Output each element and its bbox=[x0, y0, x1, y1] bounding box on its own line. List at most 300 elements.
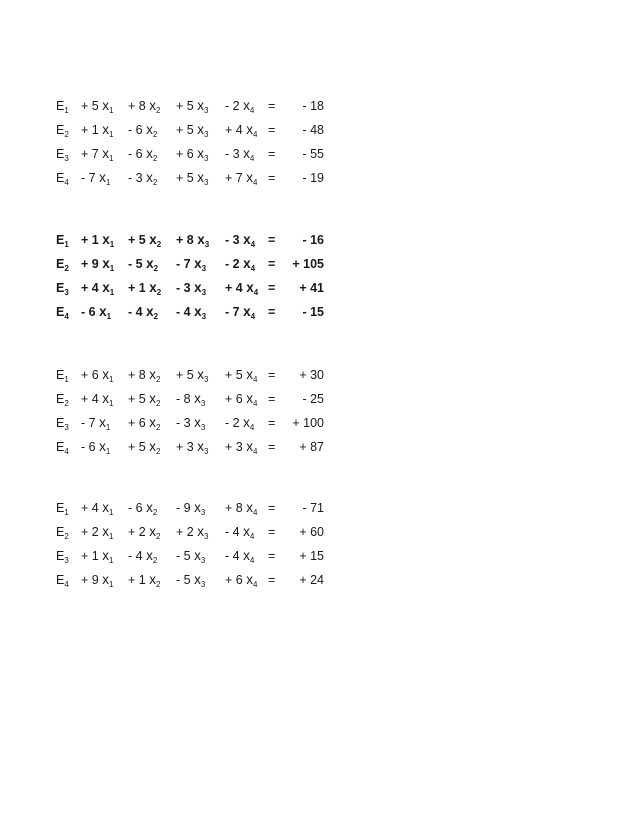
variable-letter: x bbox=[243, 232, 251, 247]
equals-sign: = bbox=[268, 99, 276, 113]
coefficient: + 5 bbox=[128, 392, 146, 406]
variable-index: 4 bbox=[252, 130, 258, 139]
equation-row bbox=[0, 365, 638, 385]
label-letter: E bbox=[56, 549, 65, 563]
variable-index: 2 bbox=[153, 312, 159, 321]
variable-letter: x bbox=[146, 146, 153, 161]
variable-letter: x bbox=[243, 146, 250, 161]
variable bbox=[99, 170, 110, 185]
variable-index: 3 bbox=[200, 580, 206, 589]
label-index: 4 bbox=[64, 312, 69, 321]
equation-term bbox=[81, 120, 113, 140]
variable-index: 3 bbox=[200, 508, 206, 517]
right-hand-side: - 18 bbox=[302, 99, 324, 113]
equation-term bbox=[225, 389, 257, 409]
variable-index: 3 bbox=[203, 154, 209, 163]
variable bbox=[149, 524, 160, 539]
coefficient: + 5 bbox=[81, 99, 99, 113]
equals-sign: = bbox=[268, 440, 276, 454]
coefficient: - 3 bbox=[225, 147, 240, 161]
equation-label bbox=[56, 302, 69, 322]
variable bbox=[197, 232, 209, 247]
coefficient: - 2 bbox=[225, 416, 240, 430]
variable bbox=[149, 367, 160, 382]
coefficient: + 1 bbox=[81, 123, 99, 137]
variable bbox=[149, 98, 160, 113]
variable-letter: x bbox=[246, 280, 254, 295]
coefficient: + 5 bbox=[176, 123, 194, 137]
label-index: 4 bbox=[64, 580, 69, 589]
equation-row bbox=[0, 570, 638, 590]
equation-row bbox=[0, 278, 638, 298]
coefficient: - 2 bbox=[225, 257, 240, 271]
equation-term bbox=[176, 413, 205, 433]
variable bbox=[246, 367, 257, 382]
coefficient: - 6 bbox=[128, 501, 143, 515]
variable-index: 3 bbox=[200, 423, 206, 432]
equation-row bbox=[0, 168, 638, 188]
equals-sign: = bbox=[268, 281, 276, 295]
equation-term bbox=[225, 96, 254, 116]
equation-term bbox=[176, 254, 206, 274]
equation-term bbox=[128, 144, 157, 164]
equation-row bbox=[0, 254, 638, 274]
variable-letter: x bbox=[246, 122, 253, 137]
variable-index: 4 bbox=[250, 264, 256, 273]
equation-term bbox=[128, 168, 157, 188]
variable-index: 2 bbox=[155, 399, 161, 408]
variable-index: 4 bbox=[249, 532, 255, 541]
equation-label bbox=[56, 570, 69, 590]
variable-index: 4 bbox=[252, 580, 258, 589]
variable-letter: x bbox=[246, 170, 253, 185]
equation-term bbox=[225, 230, 255, 250]
variable bbox=[246, 170, 257, 185]
variable-index: 3 bbox=[203, 375, 209, 384]
coefficient: - 5 bbox=[128, 257, 143, 271]
variable bbox=[102, 524, 113, 539]
variable-index: 2 bbox=[153, 264, 159, 273]
variable bbox=[243, 98, 254, 113]
variable-index: 2 bbox=[152, 154, 158, 163]
variable-index: 4 bbox=[253, 288, 259, 297]
variable bbox=[194, 415, 205, 430]
equation-term bbox=[128, 389, 160, 409]
variable bbox=[243, 304, 255, 319]
equation-label bbox=[56, 120, 69, 140]
variable-letter: x bbox=[146, 122, 153, 137]
coefficient: + 3 bbox=[225, 440, 243, 454]
coefficient: + 4 bbox=[81, 281, 99, 295]
coefficient: + 6 bbox=[81, 368, 99, 382]
right-hand-side: + 60 bbox=[299, 525, 324, 539]
equals-sign: = bbox=[268, 305, 276, 319]
label-letter: E bbox=[56, 147, 65, 161]
coefficient: + 8 bbox=[225, 501, 243, 515]
variable-letter: x bbox=[99, 415, 106, 430]
equals-sign: = bbox=[268, 368, 276, 382]
equation-term bbox=[225, 302, 255, 322]
coefficient: - 6 bbox=[81, 305, 96, 319]
equation-term bbox=[81, 570, 113, 590]
variable-index: 4 bbox=[250, 312, 256, 321]
label-index: 4 bbox=[64, 178, 69, 187]
variable-index: 1 bbox=[108, 154, 114, 163]
coefficient: + 5 bbox=[176, 99, 194, 113]
variable-letter: x bbox=[197, 232, 205, 247]
equation-term bbox=[81, 498, 113, 518]
variable-index: 4 bbox=[252, 447, 258, 456]
equation-term bbox=[225, 254, 255, 274]
variable bbox=[243, 146, 254, 161]
coefficient: + 5 bbox=[128, 440, 146, 454]
variable bbox=[146, 146, 157, 161]
variable-letter: x bbox=[194, 415, 201, 430]
equation-term bbox=[81, 302, 111, 322]
equation-row bbox=[0, 96, 638, 116]
coefficient: + 2 bbox=[128, 525, 146, 539]
variable bbox=[243, 524, 254, 539]
variable-index: 2 bbox=[156, 288, 162, 297]
coefficient: - 4 bbox=[225, 549, 240, 563]
coefficient: + 2 bbox=[81, 525, 99, 539]
variable-letter: x bbox=[243, 548, 250, 563]
variable bbox=[194, 572, 205, 587]
variable-index: 1 bbox=[108, 556, 114, 565]
right-hand-side: + 100 bbox=[292, 416, 324, 430]
equation-term bbox=[128, 230, 161, 250]
variable bbox=[102, 232, 114, 247]
variable bbox=[146, 170, 157, 185]
equation-term bbox=[81, 522, 113, 542]
variable bbox=[146, 548, 157, 563]
variable-index: 1 bbox=[108, 130, 114, 139]
coefficient: - 6 bbox=[128, 147, 143, 161]
variable-letter: x bbox=[243, 98, 250, 113]
variable-letter: x bbox=[102, 280, 110, 295]
variable-letter: x bbox=[194, 572, 201, 587]
variable-index: 4 bbox=[252, 508, 258, 517]
variable-index: 4 bbox=[249, 423, 255, 432]
equation-label bbox=[56, 546, 69, 566]
equation-term bbox=[176, 365, 208, 385]
right-hand-side: - 19 bbox=[302, 171, 324, 185]
coefficient: - 5 bbox=[176, 549, 191, 563]
variable bbox=[149, 572, 160, 587]
label-index: 3 bbox=[64, 288, 69, 297]
variable-letter: x bbox=[149, 367, 156, 382]
variable-index: 2 bbox=[152, 178, 158, 187]
variable bbox=[197, 367, 208, 382]
variable-letter: x bbox=[197, 98, 204, 113]
coefficient: + 6 bbox=[128, 416, 146, 430]
variable-index: 2 bbox=[155, 532, 161, 541]
variable-letter: x bbox=[102, 391, 109, 406]
label-index: 2 bbox=[64, 130, 69, 139]
coefficient: + 1 bbox=[128, 281, 146, 295]
equation-term bbox=[225, 522, 254, 542]
right-hand-side: - 48 bbox=[302, 123, 324, 137]
equation-label bbox=[56, 498, 69, 518]
label-letter: E bbox=[56, 440, 65, 454]
variable bbox=[194, 256, 206, 271]
equation-term bbox=[225, 570, 257, 590]
variable bbox=[197, 122, 208, 137]
equation-label bbox=[56, 230, 69, 250]
variable-index: 2 bbox=[152, 556, 158, 565]
variable-letter: x bbox=[149, 232, 157, 247]
variable-letter: x bbox=[197, 146, 204, 161]
label-letter: E bbox=[56, 123, 65, 137]
equals-sign: = bbox=[268, 123, 276, 137]
label-index: 3 bbox=[64, 423, 69, 432]
variable bbox=[243, 232, 255, 247]
equation-label bbox=[56, 413, 69, 433]
coefficient: + 2 bbox=[176, 525, 194, 539]
variable-index: 1 bbox=[108, 106, 114, 115]
label-index: 4 bbox=[64, 447, 69, 456]
variable-letter: x bbox=[197, 170, 204, 185]
variable-index: 3 bbox=[203, 178, 209, 187]
equation-term bbox=[176, 230, 209, 250]
right-hand-side: - 25 bbox=[302, 392, 324, 406]
equation-term bbox=[225, 120, 257, 140]
coefficient: + 5 bbox=[225, 368, 243, 382]
variable-index: 4 bbox=[249, 556, 255, 565]
equation-row bbox=[0, 413, 638, 433]
coefficient: + 6 bbox=[225, 392, 243, 406]
variable bbox=[194, 280, 206, 295]
equation-term bbox=[176, 546, 205, 566]
variable bbox=[102, 367, 113, 382]
equation-term bbox=[128, 120, 157, 140]
equation-term bbox=[128, 546, 157, 566]
label-index: 3 bbox=[64, 154, 69, 163]
variable-letter: x bbox=[146, 256, 154, 271]
coefficient: - 3 bbox=[225, 233, 240, 247]
coefficient: + 8 bbox=[128, 368, 146, 382]
variable bbox=[102, 391, 113, 406]
variable bbox=[149, 391, 160, 406]
variable-letter: x bbox=[102, 548, 109, 563]
equation-term bbox=[176, 389, 205, 409]
equation-label bbox=[56, 365, 69, 385]
variable-letter: x bbox=[102, 367, 109, 382]
variable-index: 2 bbox=[156, 240, 162, 249]
variable-index: 4 bbox=[252, 178, 258, 187]
equation-term bbox=[176, 522, 208, 542]
label-letter: E bbox=[56, 305, 65, 319]
variable bbox=[102, 280, 114, 295]
variable-index: 1 bbox=[106, 312, 112, 321]
right-hand-side: + 105 bbox=[292, 257, 324, 271]
equation-label bbox=[56, 389, 69, 409]
right-hand-side: + 87 bbox=[299, 440, 324, 454]
equation-term bbox=[176, 168, 208, 188]
equation-term bbox=[81, 389, 113, 409]
coefficient: + 4 bbox=[81, 392, 99, 406]
variable-letter: x bbox=[102, 256, 110, 271]
variable bbox=[102, 572, 113, 587]
right-hand-side: - 55 bbox=[302, 147, 324, 161]
equation-row bbox=[0, 546, 638, 566]
equation-term bbox=[81, 413, 110, 433]
variable-index: 3 bbox=[200, 399, 206, 408]
right-hand-side: + 24 bbox=[299, 573, 324, 587]
equation-row bbox=[0, 302, 638, 322]
coefficient: - 3 bbox=[176, 281, 191, 295]
variable-letter: x bbox=[246, 367, 253, 382]
coefficient: + 9 bbox=[81, 257, 99, 271]
equation-term bbox=[128, 413, 160, 433]
equation-term bbox=[225, 413, 254, 433]
equals-sign: = bbox=[268, 416, 276, 430]
equals-sign: = bbox=[268, 501, 276, 515]
variable-letter: x bbox=[246, 439, 253, 454]
variable bbox=[246, 280, 258, 295]
variable bbox=[102, 122, 113, 137]
coefficient: + 5 bbox=[128, 233, 146, 247]
variable bbox=[102, 500, 113, 515]
label-letter: E bbox=[56, 99, 65, 113]
variable-letter: x bbox=[197, 439, 204, 454]
right-hand-side: + 30 bbox=[299, 368, 324, 382]
label-letter: E bbox=[56, 525, 65, 539]
variable-letter: x bbox=[194, 548, 201, 563]
variable-index: 2 bbox=[152, 508, 158, 517]
variable bbox=[194, 500, 205, 515]
label-letter: E bbox=[56, 281, 65, 295]
variable bbox=[146, 256, 158, 271]
equation-term bbox=[225, 278, 258, 298]
variable-index: 1 bbox=[109, 264, 115, 273]
variable-letter: x bbox=[102, 500, 109, 515]
coefficient: - 7 bbox=[81, 416, 96, 430]
equation-term bbox=[225, 168, 257, 188]
variable-index: 3 bbox=[203, 532, 209, 541]
equation-term bbox=[176, 437, 208, 457]
variable bbox=[197, 98, 208, 113]
variable bbox=[102, 548, 113, 563]
equation-label bbox=[56, 96, 69, 116]
variable-index: 2 bbox=[155, 423, 161, 432]
equation-label bbox=[56, 254, 69, 274]
equals-sign: = bbox=[268, 549, 276, 563]
coefficient: + 5 bbox=[176, 171, 194, 185]
equals-sign: = bbox=[268, 171, 276, 185]
variable-letter: x bbox=[246, 572, 253, 587]
variable bbox=[243, 548, 254, 563]
variable bbox=[243, 256, 255, 271]
variable-letter: x bbox=[194, 391, 201, 406]
variable-index: 2 bbox=[152, 130, 158, 139]
variable bbox=[197, 146, 208, 161]
coefficient: - 7 bbox=[225, 305, 240, 319]
equation-term bbox=[81, 546, 113, 566]
equation-term bbox=[81, 254, 114, 274]
coefficient: - 4 bbox=[225, 525, 240, 539]
label-letter: E bbox=[56, 501, 65, 515]
equation-term bbox=[81, 278, 114, 298]
variable-index: 1 bbox=[108, 375, 114, 384]
variable bbox=[99, 304, 111, 319]
coefficient: - 6 bbox=[81, 440, 96, 454]
equation-term bbox=[81, 437, 110, 457]
equation-row bbox=[0, 498, 638, 518]
variable-letter: x bbox=[149, 439, 156, 454]
variable-index: 4 bbox=[249, 106, 255, 115]
variable bbox=[149, 415, 160, 430]
coefficient: + 9 bbox=[81, 573, 99, 587]
equation-term bbox=[128, 254, 158, 274]
equation-label bbox=[56, 168, 69, 188]
equation-term bbox=[81, 168, 110, 188]
equation-row bbox=[0, 120, 638, 140]
variable bbox=[197, 170, 208, 185]
variable-index: 1 bbox=[105, 447, 111, 456]
equation-term bbox=[128, 522, 160, 542]
variable-letter: x bbox=[149, 524, 156, 539]
coefficient: - 4 bbox=[128, 549, 143, 563]
coefficient: - 7 bbox=[81, 171, 96, 185]
variable bbox=[246, 391, 257, 406]
label-index: 2 bbox=[64, 264, 69, 273]
variable-letter: x bbox=[197, 524, 204, 539]
right-hand-side: + 15 bbox=[299, 549, 324, 563]
variable-index: 3 bbox=[201, 312, 207, 321]
variable-letter: x bbox=[99, 439, 106, 454]
variable-letter: x bbox=[194, 304, 202, 319]
label-index: 1 bbox=[64, 508, 69, 517]
variable bbox=[194, 391, 205, 406]
equals-sign: = bbox=[268, 573, 276, 587]
coefficient: + 1 bbox=[81, 233, 99, 247]
variable-letter: x bbox=[194, 280, 202, 295]
variable-index: 1 bbox=[109, 240, 115, 249]
variable-index: 3 bbox=[203, 106, 209, 115]
label-letter: E bbox=[56, 368, 65, 382]
equals-sign: = bbox=[268, 233, 276, 247]
variable bbox=[246, 500, 257, 515]
coefficient: - 2 bbox=[225, 99, 240, 113]
variable bbox=[149, 439, 160, 454]
variable bbox=[146, 500, 157, 515]
coefficient: + 8 bbox=[128, 99, 146, 113]
variable-letter: x bbox=[149, 98, 156, 113]
variable-index: 2 bbox=[155, 375, 161, 384]
equation-term bbox=[225, 365, 257, 385]
coefficient: + 1 bbox=[81, 549, 99, 563]
equation-term bbox=[128, 570, 160, 590]
equation-term bbox=[176, 498, 205, 518]
equation-row bbox=[0, 437, 638, 457]
variable-letter: x bbox=[149, 280, 157, 295]
variable-index: 4 bbox=[252, 375, 258, 384]
equation-term bbox=[176, 144, 208, 164]
coefficient: + 6 bbox=[176, 147, 194, 161]
variable-letter: x bbox=[243, 304, 251, 319]
label-index: 1 bbox=[64, 375, 69, 384]
variable bbox=[246, 122, 257, 137]
coefficient: - 3 bbox=[176, 416, 191, 430]
coefficient: - 6 bbox=[128, 123, 143, 137]
equation-label bbox=[56, 144, 69, 164]
variable-letter: x bbox=[197, 367, 204, 382]
right-hand-side: - 15 bbox=[302, 305, 324, 319]
coefficient: - 4 bbox=[176, 305, 191, 319]
coefficient: + 3 bbox=[176, 440, 194, 454]
variable-letter: x bbox=[246, 500, 253, 515]
